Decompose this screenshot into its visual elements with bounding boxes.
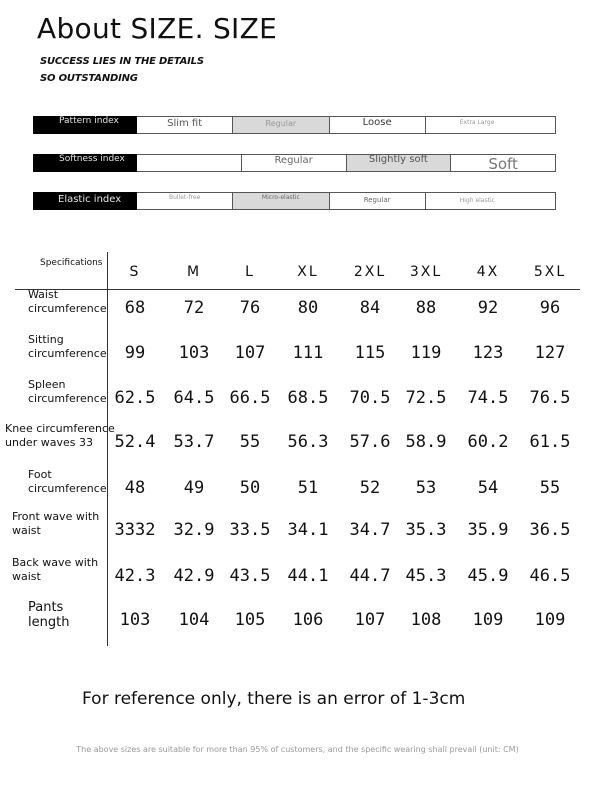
row-label-line: waist xyxy=(12,570,41,583)
table-cell: 44.1 xyxy=(287,566,329,586)
table-cell: 123 xyxy=(472,343,504,363)
row-label-line: Knee circumference xyxy=(5,422,115,435)
table-cell: 64.5 xyxy=(173,388,215,408)
size-header: M xyxy=(186,264,202,280)
table-cell: 32.9 xyxy=(173,520,215,540)
size-header: 4X xyxy=(476,264,500,280)
table-cell: 76.5 xyxy=(529,388,571,408)
row-label-line: Back wave with xyxy=(12,556,99,569)
table-cell: 72.5 xyxy=(405,388,447,408)
row-label-line: under waves 33 xyxy=(5,436,93,449)
footer-note: The above sizes are suitable for more than 95% of customers, and the specific wearing shall prevail (unit: CM) xyxy=(76,745,519,754)
table-cell: 57.6 xyxy=(349,432,391,452)
row-label-line: Sitting xyxy=(28,333,64,346)
row-label-line: circumference xyxy=(28,482,107,495)
table-cell: 55 xyxy=(539,478,561,498)
softness-index-label: Softness index xyxy=(33,154,137,172)
row-label-line: circumference xyxy=(28,302,107,315)
table-cell: 53.7 xyxy=(173,432,215,452)
table-cell: 99 xyxy=(124,343,146,363)
row-label-line: Foot xyxy=(28,468,52,481)
table-cell: 60.2 xyxy=(467,432,509,452)
size-header: 5XL xyxy=(533,264,567,280)
table-cell: 107 xyxy=(354,610,386,630)
table-cell: 66.5 xyxy=(229,388,271,408)
table-cell: 53 xyxy=(415,478,437,498)
table-cell: 84 xyxy=(359,298,381,318)
table-cell: 58.9 xyxy=(405,432,447,452)
table-cell: 42.3 xyxy=(114,566,156,586)
size-header: 3XL xyxy=(409,264,443,280)
specifications-header: Specifications xyxy=(40,258,103,268)
table-cell: 105 xyxy=(234,610,266,630)
table-cell: 80 xyxy=(297,298,319,318)
table-cell: 52.4 xyxy=(114,432,156,452)
size-header: L xyxy=(245,264,255,280)
row-label xyxy=(28,333,107,361)
table-cell: 108 xyxy=(410,610,442,630)
table-cell: 104 xyxy=(178,610,210,630)
table-cell: 103 xyxy=(178,343,210,363)
row-label-line: circumference xyxy=(28,347,107,360)
pattern-regular: Regular xyxy=(233,116,329,134)
table-cell: 127 xyxy=(534,343,566,363)
table-cell: 46.5 xyxy=(529,566,571,586)
table-cell: 56.3 xyxy=(287,432,329,452)
table-cell: 55 xyxy=(239,432,261,452)
softness-soft: Soft xyxy=(451,154,556,172)
table-cell: 106 xyxy=(292,610,324,630)
table-cell: 111 xyxy=(292,343,324,363)
page-title: About SIZE. SIZE xyxy=(37,12,278,45)
row-label xyxy=(28,600,69,630)
table-cell: 109 xyxy=(472,610,504,630)
pattern-slim-fit: Slim fit xyxy=(137,116,233,134)
table-cell: 3332 xyxy=(114,520,156,540)
row-label-line: Pants xyxy=(28,600,64,615)
elastic-high-elastic: High elastic xyxy=(426,192,556,210)
pattern-index-label: Pattern index xyxy=(33,116,137,134)
table-cell: 96 xyxy=(539,298,561,318)
row-label xyxy=(28,468,107,496)
table-cell: 43.5 xyxy=(229,566,271,586)
elastic-regular: Regular xyxy=(330,192,426,210)
table-cell: 49 xyxy=(183,478,205,498)
elastic-micro-elastic: Micro-elastic xyxy=(233,192,329,210)
pattern-index-row xyxy=(33,116,556,134)
table-cell: 62.5 xyxy=(114,388,156,408)
table-cell: 51 xyxy=(297,478,319,498)
row-label-line: Waist xyxy=(28,288,59,301)
row-label-line: circumference xyxy=(28,392,107,405)
size-header: 2XL xyxy=(353,264,387,280)
row-label-line: Spleen xyxy=(28,378,66,391)
table-cell: 103 xyxy=(119,610,151,630)
table-cell: 88 xyxy=(415,298,437,318)
table-cell: 107 xyxy=(234,343,266,363)
size-header: XL xyxy=(297,264,319,280)
table-cell: 35.9 xyxy=(467,520,509,540)
softness-slightly-soft: Slightly soft xyxy=(347,154,452,172)
table-cell: 68.5 xyxy=(287,388,329,408)
table-cell: 44.7 xyxy=(349,566,391,586)
table-cell: 70.5 xyxy=(349,388,391,408)
pattern-loose: Loose xyxy=(330,116,426,134)
row-label xyxy=(28,378,107,406)
table-cell: 33.5 xyxy=(229,520,271,540)
row-label xyxy=(28,288,107,316)
row-label xyxy=(5,422,115,450)
table-cell: 76 xyxy=(239,298,261,318)
pattern-extra-large: Extra Large xyxy=(426,116,556,134)
elastic-index-row xyxy=(33,192,556,210)
tagline-details: SUCCESS LIES IN THE DETAILS xyxy=(40,56,204,67)
table-cell: 48 xyxy=(124,478,146,498)
size-header: S xyxy=(129,264,141,280)
row-label xyxy=(12,510,99,538)
row-label-line: Front wave with xyxy=(12,510,100,523)
table-cell: 72 xyxy=(183,298,205,318)
table-cell: 109 xyxy=(534,610,566,630)
table-cell: 34.7 xyxy=(349,520,391,540)
table-cell: 92 xyxy=(477,298,499,318)
table-cell: 45.9 xyxy=(467,566,509,586)
table-cell: 115 xyxy=(354,343,386,363)
table-cell: 35.3 xyxy=(405,520,447,540)
table-cell: 50 xyxy=(239,478,261,498)
softness-index-row xyxy=(33,154,556,172)
row-label-line: length xyxy=(28,615,70,630)
table-cell: 61.5 xyxy=(529,432,571,452)
table-cell: 74.5 xyxy=(467,388,509,408)
row-label-line: waist xyxy=(12,524,41,537)
table-cell: 42.9 xyxy=(173,566,215,586)
elastic-index-label: Elastic index xyxy=(33,192,137,210)
table-cell: 52 xyxy=(359,478,381,498)
row-label xyxy=(12,556,98,584)
table-cell: 36.5 xyxy=(529,520,571,540)
softness-cell-empty xyxy=(137,154,242,172)
table-cell: 119 xyxy=(410,343,442,363)
table-cell: 34.1 xyxy=(287,520,329,540)
softness-regular: Regular xyxy=(242,154,347,172)
table-cell: 68 xyxy=(124,298,146,318)
table-cell: 45.3 xyxy=(405,566,447,586)
elastic-bullet-free: Bullet-free xyxy=(137,192,233,210)
tagline-outstanding: SO OUTSTANDING xyxy=(40,73,138,84)
reference-note: For reference only, there is an error of 1-3cm xyxy=(82,689,466,709)
table-cell: 54 xyxy=(477,478,499,498)
